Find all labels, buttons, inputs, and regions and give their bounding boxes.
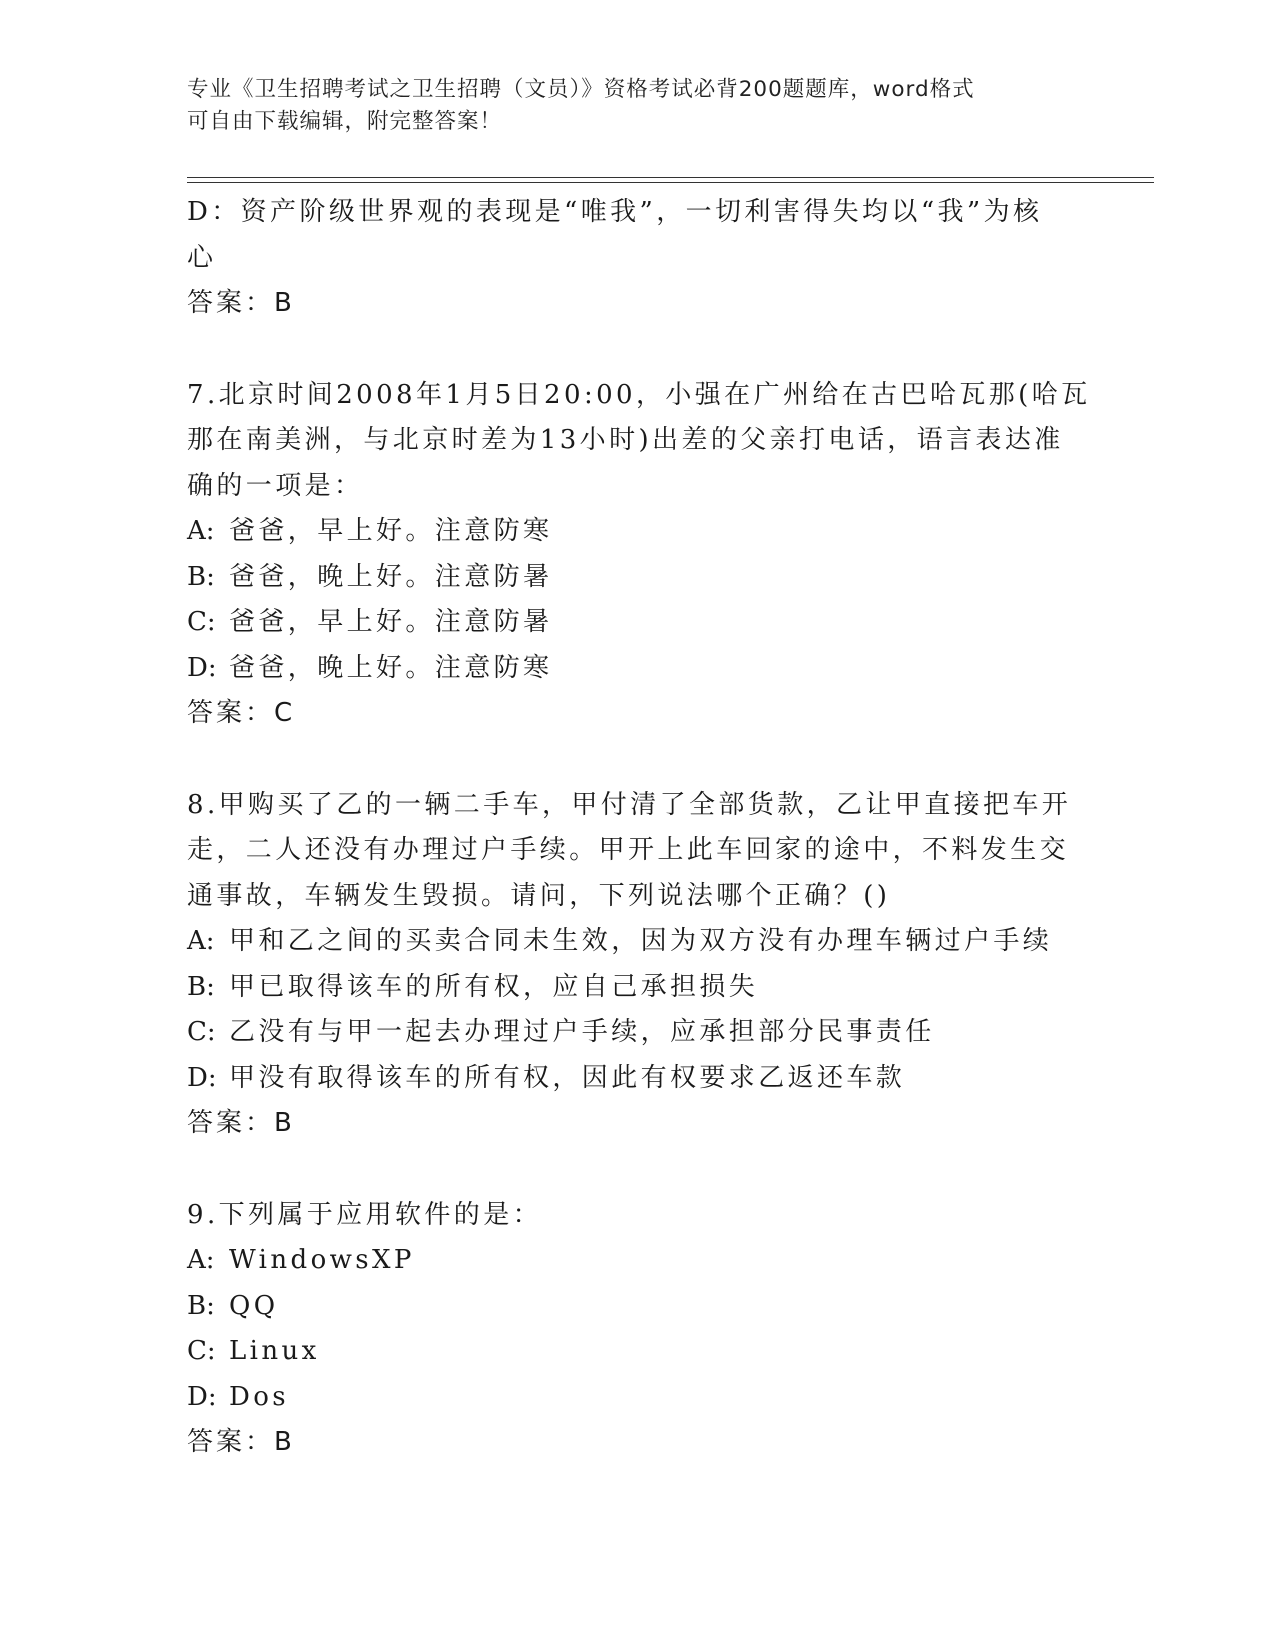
- option-label: A:: [187, 926, 215, 956]
- option-a: [187, 509, 1087, 555]
- question-stem-line: 那在南美洲，与北京时差为13小时)出差的父亲打电话，语言表达准: [187, 425, 1064, 455]
- question-stem-line: 确的一项是：: [187, 470, 364, 501]
- answer-line: 答案：B: [187, 288, 295, 318]
- question-stem-line: 7.北京时间2008年1月5日20:00，小强在广州给在古巴哈瓦那(哈瓦: [187, 379, 1091, 410]
- option-text: 爸爸，早上好。注意防暑: [229, 607, 553, 637]
- option-label: C:: [187, 1017, 216, 1047]
- option-d-line1: D：资产阶级世界观的表现是“唯我”，一切利害得失均以“我”为核: [187, 197, 1043, 227]
- option-b: [187, 1284, 1087, 1330]
- option-text: 爸爸，晚上好。注意防暑: [229, 561, 553, 592]
- header-divider-top: [187, 177, 1154, 178]
- option-label: A:: [187, 1245, 215, 1275]
- option-label: D:: [187, 1381, 217, 1412]
- option-label: B:: [187, 971, 215, 1002]
- option-label: D:: [187, 1062, 217, 1093]
- option-text: 爸爸，晚上好。注意防寒: [229, 652, 553, 683]
- option-b: [187, 965, 1087, 1011]
- option-c: [187, 1329, 1087, 1375]
- option-label: A:: [187, 516, 215, 546]
- option-text: 爸爸，早上好。注意防寒: [229, 516, 553, 546]
- question-7: [187, 373, 1091, 737]
- question-9: [187, 1193, 1087, 1466]
- option-text: Linux: [229, 1336, 320, 1366]
- question-stem-line: 走，二人还没有办理过户手续。甲开上此车回家的途中，不料发生交: [187, 835, 1070, 865]
- option-d: [187, 646, 1087, 692]
- header-title-line2: 可自由下载编辑，附完整答案！: [187, 109, 503, 134]
- option-d: [187, 1056, 1087, 1102]
- option-text: 甲已取得该车的所有权，应自己承担损失: [229, 971, 759, 1002]
- option-label: C:: [187, 1336, 216, 1366]
- question-8: [187, 783, 1087, 1147]
- question-stem-line: 通事故，车辆发生毁损。请问，下列说法哪个正确？(): [187, 880, 891, 911]
- option-label: B:: [187, 561, 215, 592]
- question-stem-line: 9.下列属于应用软件的是：: [187, 1199, 543, 1230]
- header-divider-bottom: [187, 182, 1154, 183]
- option-text: QQ: [229, 1290, 279, 1321]
- spacer: [187, 1147, 1087, 1193]
- question-list: [187, 190, 1091, 1466]
- option-text: 乙没有与甲一起去办理过户手续，应承担部分民事责任: [229, 1017, 935, 1047]
- option-b: [187, 555, 1087, 601]
- answer-line: 答案：B: [187, 1427, 295, 1457]
- spacer: [187, 327, 1087, 373]
- option-c: [187, 1010, 1087, 1056]
- option-a: [187, 919, 1087, 965]
- option-label: D:: [187, 652, 217, 683]
- option-label: B:: [187, 1290, 215, 1321]
- header-title-line1: 专业《卫生招聘考试之卫生招聘（文员）》资格考试必背200题题库，word格式: [187, 77, 975, 102]
- option-c: [187, 600, 1087, 646]
- question-stem-line: 8.甲购买了乙的一辆二手车，甲付清了全部货款，乙让甲直接把车开: [187, 789, 1072, 820]
- option-text: 甲没有取得该车的所有权，因此有权要求乙返还车款: [229, 1062, 906, 1093]
- spacer: [187, 737, 1087, 783]
- document-header: [187, 74, 1077, 138]
- option-text: WindowsXP: [229, 1245, 415, 1275]
- previous-question-tail: [187, 190, 1087, 327]
- option-text: 甲和乙之间的买卖合同未生效，因为双方没有办理车辆过户手续: [229, 926, 1053, 956]
- option-label: C:: [187, 607, 216, 637]
- answer-line: 答案：C: [187, 698, 296, 728]
- option-text: Dos: [229, 1381, 290, 1412]
- answer-line: 答案：B: [187, 1108, 295, 1138]
- option-a: [187, 1238, 1087, 1284]
- option-d: [187, 1375, 1087, 1421]
- option-d-line2: 心: [187, 242, 217, 273]
